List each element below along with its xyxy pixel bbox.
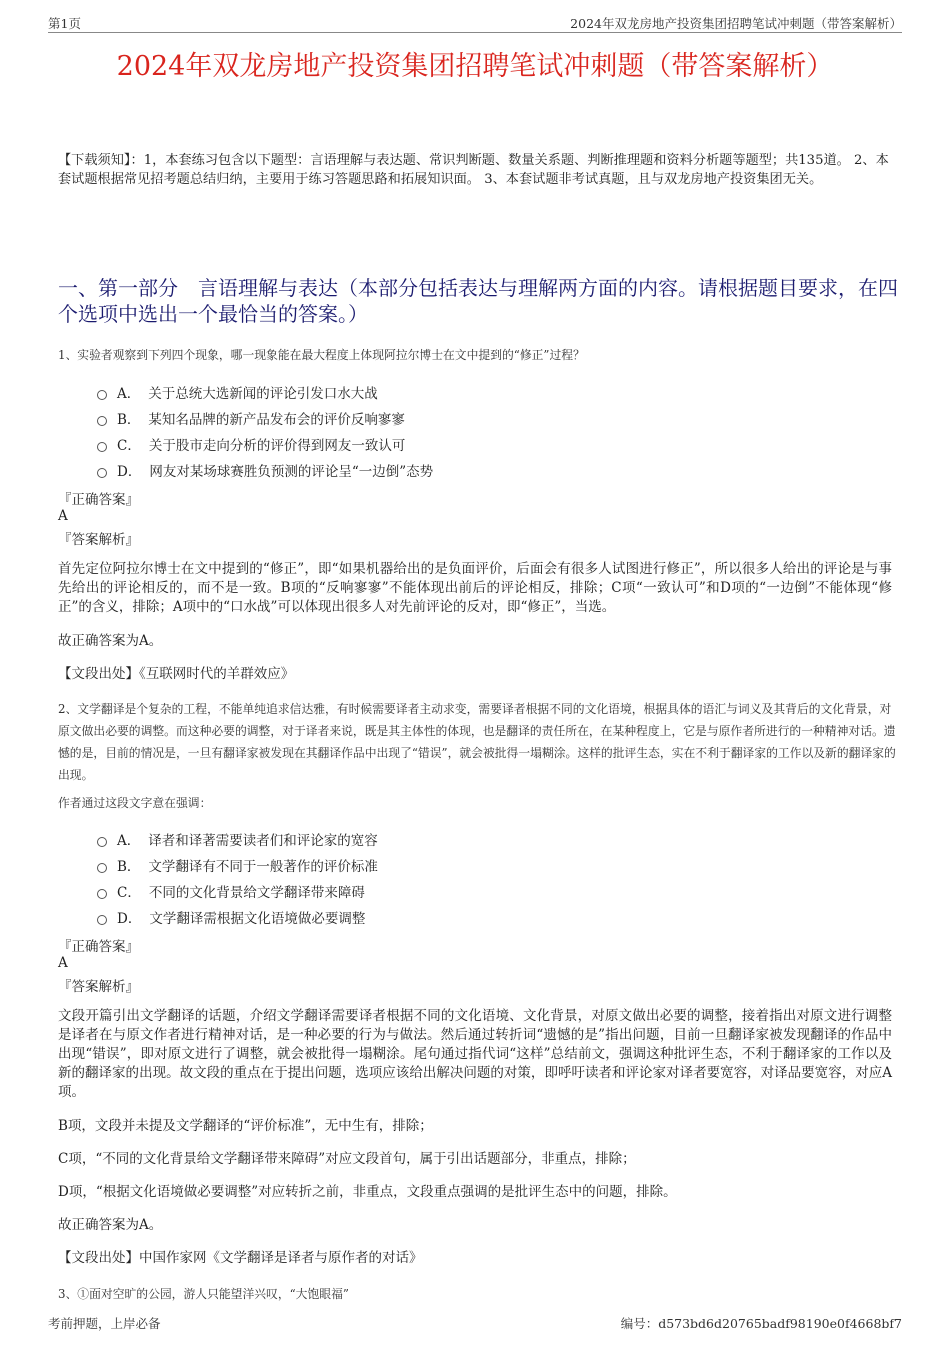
- question-2-source: 【文段出处】中国作家网《文学翻译是译者与原作者的对话》: [58, 1250, 423, 1266]
- radio-icon[interactable]: [97, 837, 107, 847]
- radio-icon[interactable]: [97, 863, 107, 873]
- question-1-option-b[interactable]: [97, 408, 405, 428]
- question-2-option-d[interactable]: [97, 907, 365, 927]
- question-2-c-note: C项，“不同的文化背景给文学翻译带来障碍”对应文段首句，属于引出话题部分，非重点，排除；: [58, 1151, 636, 1167]
- section-heading: 一、第一部分 言语理解与表达（本部分包括表达与理解两方面的内容。请根据题目要求，在四个选项中选出一个最恰当的答案。）: [58, 276, 898, 326]
- question-1-source: 【文段出处】《互联网时代的羊群效应》: [58, 666, 295, 682]
- question-2-b-note: B项，文段并未提及文学翻译的“评价标准”，无中生有，排除；: [58, 1118, 433, 1134]
- radio-icon[interactable]: [97, 915, 107, 925]
- analysis-label: 『答案解析』: [58, 979, 139, 995]
- header-divider: [48, 32, 902, 33]
- option-text: 网友对某场球赛胜负预测的评论呈“一边倒”态势: [149, 464, 434, 480]
- question-1-analysis: 首先定位阿拉尔博士在文中提到的“修正”，即“如果机器给出的是负面评价，后面会有很多人试图进行修正”，所以很多人给出的评论是与事先给出的评论相反的，而不是一致。B项的“反响寥寥”不能体现出前后的评论相反，排除；C项“一致认可”和D项的“一边倒”不能体现“修正”的含义，排除；A项中的“口水战”可以体现出很多人对先前评论的反对，即“修正”，当选。: [58, 561, 892, 615]
- option-letter: D．: [117, 911, 142, 927]
- question-1-option-c[interactable]: [97, 434, 405, 454]
- option-letter: C．: [117, 885, 141, 901]
- header-doc-title: 2024年双龙房地产投资集团招聘笔试冲刺题（带答案解析）: [570, 16, 902, 31]
- question-2-analysis: 文段开篇引出文学翻译的话题，介绍文学翻译需要译者根据不同的文化语境、文化背景，对原文做出必要的调整，接着指出对原文进行调整是译者在与原文作者进行精神对话，是一种必要的行为与做法。然后通过转折词“遗憾的是”指出问题，目前一旦翻译家被发现翻译的作品中出现“错误”，即对原文进行了调整，就会被批得一塌糊涂。尾句通过指代词“这样”总结前文，强调这种批评生态，不利于翻译家的工作以及新的翻译家的出现。故文段的重点在于提出问题，选项应该给出解决问题的对策，即呼吁读者和评论家对译者要宽容，对译品要宽容，对应A项。: [58, 1008, 892, 1100]
- question-2-option-a[interactable]: [97, 829, 378, 849]
- radio-icon[interactable]: [97, 442, 107, 452]
- radio-icon[interactable]: [97, 390, 107, 400]
- question-3-stem: 3、①面对空旷的公园，游人只能望洋兴叹，“大饱眼福”: [58, 1287, 349, 1301]
- download-notice: 【下载须知】：1，本套练习包含以下题型：言语理解与表达题、常识判断题、数量关系题、判断推理题和资料分析题等题型；共135道。 2、本套试题根据常见招考题总结归纳，主要用于练习答题思路和拓展知识面。 3、本套试题非考试真题，且与双龙房地产投资集团无关。: [58, 153, 889, 187]
- radio-icon[interactable]: [97, 468, 107, 478]
- option-text: 不同的文化背景给文学翻译带来障碍: [148, 885, 365, 901]
- question-2-answer: A: [58, 955, 68, 971]
- option-text: 关于总统大选新闻的评论引发口水大战: [148, 386, 378, 402]
- option-letter: A．: [117, 386, 141, 402]
- option-letter: B．: [117, 859, 141, 875]
- question-1-conclusion: 故正确答案为A。: [58, 633, 163, 649]
- correct-answer-label: 『正确答案』: [58, 939, 139, 955]
- question-2-prompt: 作者通过这段文字意在强调：: [58, 796, 212, 810]
- footer-slogan: 考前押题，上岸必备: [48, 1316, 161, 1331]
- option-letter: C．: [117, 438, 141, 454]
- option-text: 文学翻译有不同于一般著作的评价标准: [148, 859, 378, 875]
- page-number: 第1页: [48, 16, 81, 31]
- radio-icon[interactable]: [97, 889, 107, 899]
- analysis-label: 『答案解析』: [58, 532, 139, 548]
- radio-icon[interactable]: [97, 416, 107, 426]
- question-1-answer: A: [58, 508, 68, 524]
- footer-serial: 编号：d573bd6d20765badf98190e0f4668bf7: [620, 1316, 902, 1331]
- question-2-d-note: D项，“根据文化语境做必要调整”对应转折之前，非重点，文段重点强调的是批评生态中的问题，排除。: [58, 1184, 677, 1200]
- option-text: 关于股市走向分析的评价得到网友一致认可: [148, 438, 406, 454]
- option-text: 文学翻译需根据文化语境做必要调整: [149, 911, 366, 927]
- question-2-conclusion: 故正确答案为A。: [58, 1217, 163, 1233]
- option-letter: B．: [117, 412, 141, 428]
- option-text: 译者和译著需要读者们和评论家的宽容: [148, 833, 378, 849]
- option-text: 某知名品牌的新产品发布会的评价反响寥寥: [148, 412, 405, 428]
- question-1-option-a[interactable]: [97, 382, 378, 402]
- question-1-option-d[interactable]: [97, 460, 433, 480]
- question-1-stem: 1、实验者观察到下列四个现象，哪一现象能在最大程度上体现阿拉尔博士在文中提到的“修正”过程？: [58, 348, 585, 362]
- correct-answer-label: 『正确答案』: [58, 492, 139, 508]
- question-2-option-b[interactable]: [97, 855, 378, 875]
- page-title: 2024年双龙房地产投资集团招聘笔试冲刺题（带答案解析）: [116, 51, 834, 82]
- option-letter: D．: [117, 464, 142, 480]
- question-2-stem: 2、文学翻译是个复杂的工程，不能单纯追求信达雅，有时候需要译者主动求变，需要译者根据不同的文化语境，根据具体的语汇与词义及其背后的文化背景，对原文做出必要的调整。而这种必要的调整，对于译者来说，既是其主体性的体现，也是翻译的责任所在，在某种程度上，它是与原作者所进行的一种精神对话。遗憾的是，目前的情况是，一旦有翻译家被发现在其翻译作品中出现了“错误”，就会被批得一塌糊涂。这样的批评生态，实在不利于翻译家的工作以及新的翻译家的出现。: [58, 702, 896, 782]
- question-2-option-c[interactable]: [97, 881, 365, 901]
- option-letter: A．: [117, 833, 141, 849]
